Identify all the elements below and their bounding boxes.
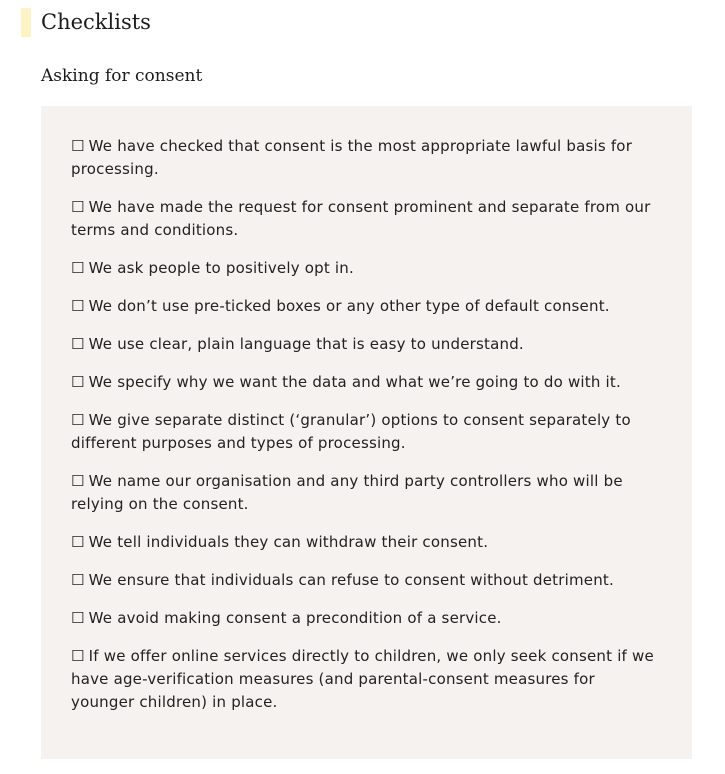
page-title: Checklists xyxy=(41,10,151,34)
checklist-item xyxy=(71,371,662,394)
checklist-item-text: We tell individuals they can withdraw their consent. xyxy=(88,533,489,551)
checklist-item xyxy=(71,645,662,714)
checklist-item-text: We don’t use pre-ticked boxes or any other type of default consent. xyxy=(88,297,610,315)
checklist-item-text: We avoid making consent a precondition of a service. xyxy=(88,609,502,627)
checkbox-icon: ☐ xyxy=(71,137,85,155)
heading-accent-bar xyxy=(21,8,31,37)
checklist-item xyxy=(71,295,662,318)
checkbox-icon: ☐ xyxy=(71,297,85,315)
checklist-item xyxy=(71,333,662,356)
checkbox-icon: ☐ xyxy=(71,571,85,589)
checklist-item-text: We give separate distinct (‘granular’) options to consent separately to different purposes and types of processing. xyxy=(71,411,631,452)
checklist-item-text: If we offer online services directly to children, we only seek consent if we have age-verification measures (and parental-consent measures for younger children) in place. xyxy=(71,647,654,711)
checklist-item-text: We have made the request for consent prominent and separate from our terms and conditions. xyxy=(71,198,651,239)
checklist-item xyxy=(71,409,662,455)
checklist-item xyxy=(71,531,662,554)
checkbox-icon: ☐ xyxy=(71,533,85,551)
checklist-item-text: We name our organisation and any third party controllers who will be relying on the consent. xyxy=(71,472,623,513)
checklist-item xyxy=(71,607,662,630)
checklist-item-text: We specify why we want the data and what we’re going to do with it. xyxy=(88,373,621,391)
checkbox-icon: ☐ xyxy=(71,335,85,353)
checklist-item xyxy=(71,569,662,592)
checkbox-icon: ☐ xyxy=(71,373,85,391)
checkbox-icon: ☐ xyxy=(71,647,85,665)
checkbox-icon: ☐ xyxy=(71,411,85,429)
checklist-item-text: We use clear, plain language that is easy to understand. xyxy=(88,335,524,353)
checkbox-icon: ☐ xyxy=(71,472,85,490)
checklist-item xyxy=(71,470,662,516)
checklist-item xyxy=(71,196,662,242)
checklist-item xyxy=(71,257,662,280)
checkbox-icon: ☐ xyxy=(71,609,85,627)
checklist-item xyxy=(71,135,662,181)
checklist-item-text: We ensure that individuals can refuse to consent without detriment. xyxy=(88,571,614,589)
checklist-item-text: We ask people to positively opt in. xyxy=(88,259,354,277)
checkbox-icon: ☐ xyxy=(71,259,85,277)
checkbox-icon: ☐ xyxy=(71,198,85,216)
checklist-item-text: We have checked that consent is the most appropriate lawful basis for processing. xyxy=(71,137,633,178)
checklist-panel xyxy=(41,106,692,759)
consent-checklist xyxy=(71,135,662,714)
section-title: Asking for consent xyxy=(41,66,203,86)
